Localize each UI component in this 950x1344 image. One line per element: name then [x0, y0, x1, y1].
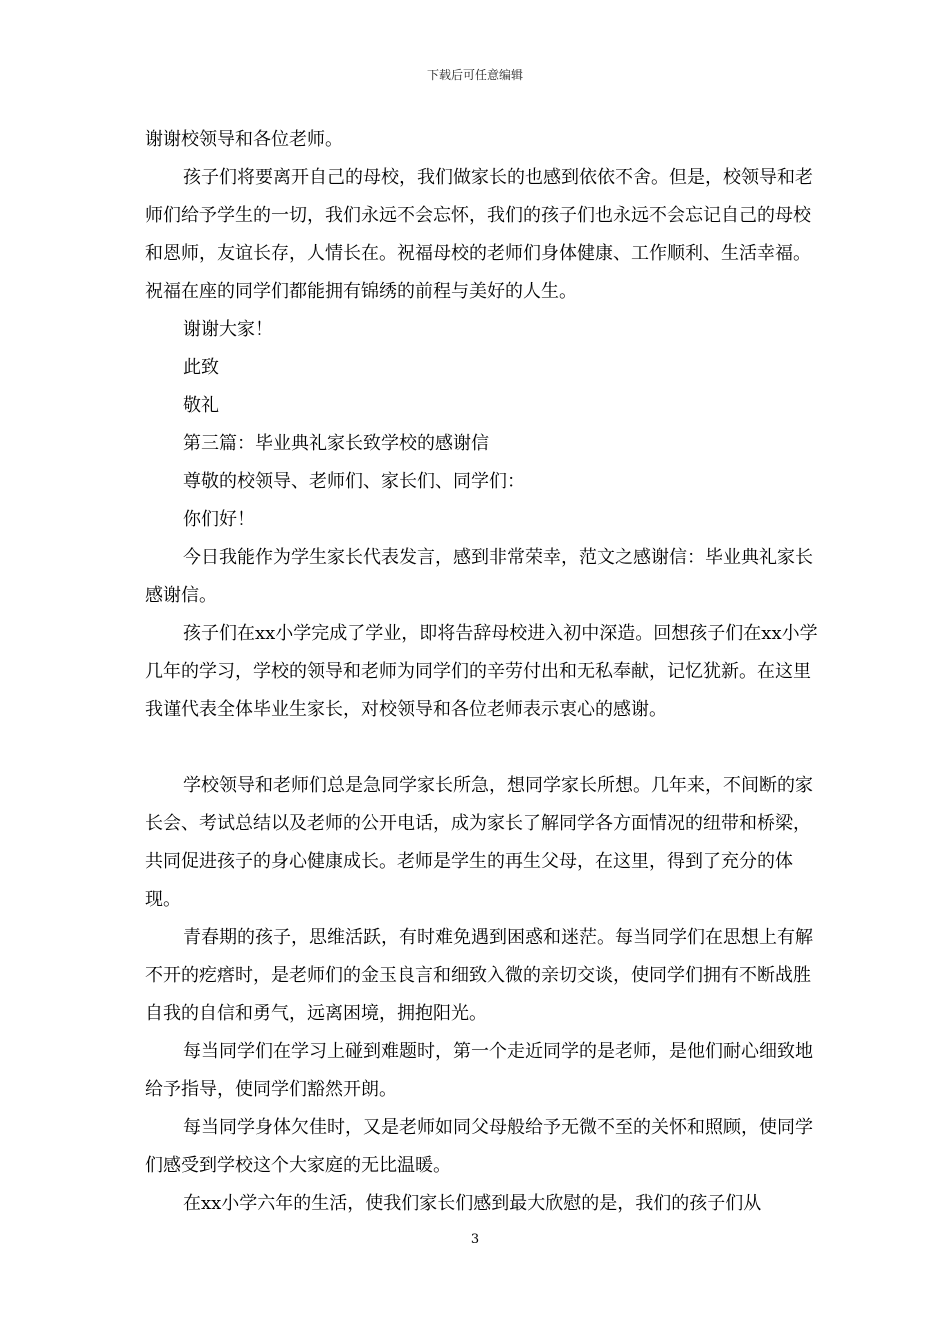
paragraph: 谢谢校领导和各位老师。 [145, 129, 343, 150]
paragraph: 孩子们将要离开自己的母校，我们做家长的也感到依依不舍。但是，校领导和老师们给予学生的一切，我们永远不会忘怀，我们的孩子们也永远不会忘记自己的母校和恩师，友谊长存，人情长在。祝福母校的老师们身体健康、工作顺利、生活幸福。祝福在座的同学们都能拥有锦绣的前程与美好的人生。 [145, 167, 813, 302]
paragraph: 每当同学身体欠佳时，又是老师如同父母般给予无微不至的关怀和照顾，使同学们感受到学校这个大家庭的无比温暖。 [145, 1117, 813, 1176]
paragraph: 在xx小学六年的生活，使我们家长们感到最大欣慰的是，我们的孩子们从 [183, 1193, 762, 1214]
paragraph: 今日我能作为学生家长代表发言，感到非常荣幸，范文之感谢信：毕业典礼家长感谢信。 [145, 547, 813, 606]
paragraph: 谢谢大家！ [183, 319, 273, 340]
paragraph: 孩子们在xx小学完成了学业，即将告辞母校进入初中深造。回想孩子们在xx小学几年的学习，学校的领导和老师为同学们的辛劳付出和无私奉献，记忆犹新。在这里我谨代表全体毕业生家长，对校领导和各位老师表示衷心的感谢。 [145, 623, 818, 720]
salutation: 尊敬的校领导、老师们、家长们、同学们： [183, 471, 525, 492]
paragraph: 此致 [183, 357, 219, 378]
paragraph: 每当同学们在学习上碰到难题时，第一个走近同学的是老师，是他们耐心细致地给予指导，使同学们豁然开朗。 [145, 1041, 813, 1100]
document-body [145, 121, 825, 1223]
page-header: 下载后可任意编辑 [426, 68, 523, 82]
paragraph: 敬礼 [183, 395, 219, 416]
page-number: 3 [470, 1232, 480, 1247]
section-heading: 第三篇：毕业典礼家长致学校的感谢信 [183, 433, 489, 454]
paragraph: 学校领导和老师们总是急同学家长所急，想同学家长所想。几年来，不间断的家长会、考试总结以及老师的公开电话，成为家长了解同学各方面情况的纽带和桥梁，共同促进孩子的身心健康成长。老师是学生的再生父母，在这里，得到了充分的体现。 [145, 775, 813, 910]
paragraph: 青春期的孩子，思维活跃，有时难免遇到困惑和迷茫。每当同学们在思想上有解不开的疙瘩时，是老师们的金玉良言和细致入微的亲切交谈，使同学们拥有不断战胜自我的自信和勇气，远离困境，拥抱阳光。 [145, 927, 813, 1024]
greeting: 你们好！ [183, 509, 255, 530]
